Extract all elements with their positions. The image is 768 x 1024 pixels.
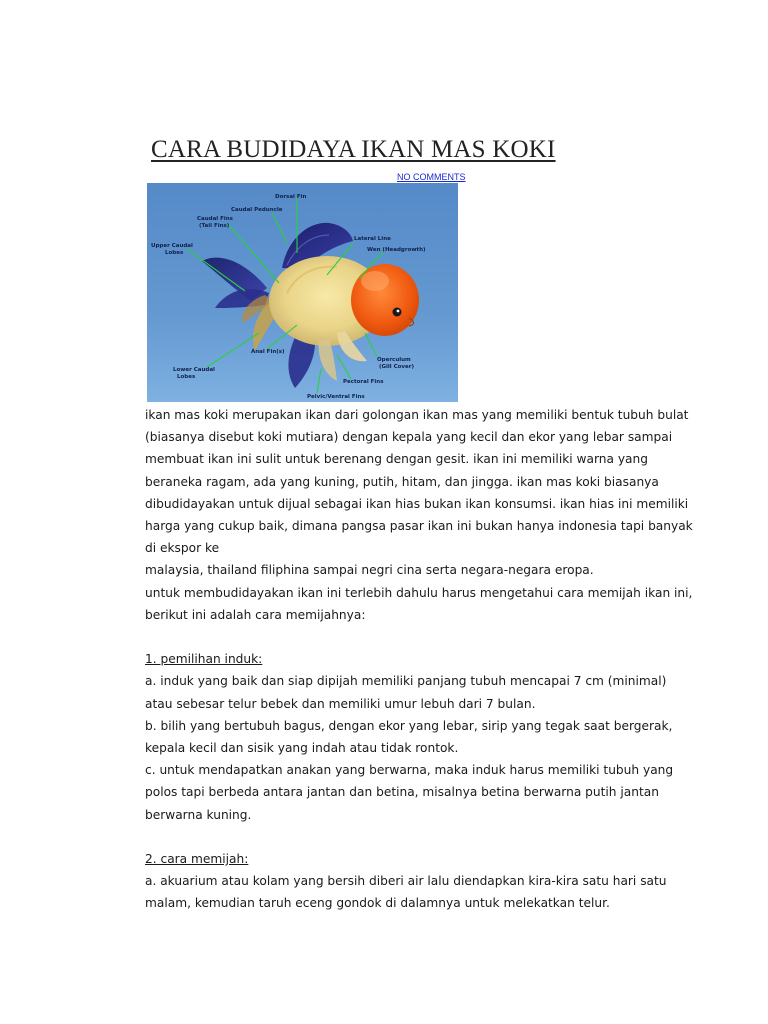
label-lateral-line: Lateral Line [354,236,391,242]
list-item: a. induk yang baik dan siap dipijah memiliki panjang tubuh mencapai 7 cm (minimal) [145,674,667,689]
goldfish-anatomy-figure [147,183,458,402]
label-upper-caudal-sub: Lobes [165,250,184,256]
section-heading-pemilihan-induk: 1. pemilihan induk: [145,652,263,667]
label-operculum-sub: (Gill Cover) [379,364,414,370]
label-caudal-fins: Caudal Fins [197,216,233,222]
list-item: atau sebesar telur bebek dan memiliki umur lebuh dari 7 bulan. [145,696,536,711]
list-item: berwarna kuning. [145,807,252,822]
list-item: a. akuarium atau kolam yang bersih diberi air lalu diendapkan kira-kira satu hari satu [145,874,667,889]
list-item: polos tapi berbeda antara jantan dan betina, misalnya betina berwarna putih jantan [145,785,659,800]
paragraph-line: membuat ikan ini sulit untuk berenang dengan gesit. ikan ini memiliki warna yang [145,452,648,467]
label-caudal-fins-sub: (Tail Fins) [199,223,230,229]
paragraph-line: untuk membudidayakan ikan ini terlebih dahulu harus mengetahui cara memijah ikan ini, [145,585,693,600]
list-item: kepala kecil dan sisik yang indah atau tidak rontok. [145,741,459,756]
list-item: b. bilih yang bertubuh bagus, dengan ekor yang lebar, sirip yang tegak saat bergerak, [145,718,673,733]
paragraph-line: (biasanya disebut koki mutiara) dengan kepala yang kecil dan ekor yang lebar sampai [145,430,673,445]
label-anal-fin: Anal Fin(s) [251,349,285,355]
paragraph-line: malaysia, thailand filiphina sampai negri cina serta negara-negara eropa. [145,563,594,578]
label-operculum: Operculum [377,357,411,363]
paragraph-line: dibudidayakan untuk dijual sebagai ikan hias bukan ikan konsumsi. ikan hias ini memiliki [145,496,689,511]
no-comments-link[interactable]: NO COMMENTS [397,172,466,182]
paragraph-line: harga yang cukup baik, dimana pangsa pasar ikan ini bukan hanya indonesia tapi banyak [145,519,693,534]
label-pelvic: Pelvic/Ventral Fins [307,394,365,400]
label-caudal-peduncle: Caudal Peduncle [231,207,283,213]
label-lower-caudal-sub: Lobes [177,374,196,380]
list-item: malam, kemudian taruh eceng gondok di dalamnya untuk melekatkan telur. [145,896,610,911]
paragraph-line: di ekspor ke [145,541,220,556]
paragraph-line: berikut ini adalah cara memijahnya: [145,607,366,622]
list-item: c. untuk mendapatkan anakan yang berwarna, maka induk harus memiliki tubuh yang [145,763,674,778]
paragraph-line: beraneka ragam, ada yang kuning, putih, hitam, dan jingga. ikan mas koki biasanya [145,474,659,489]
label-pectoral: Pectoral Fins [343,379,384,385]
article-title: CARA BUDIDAYA IKAN MAS KOKI [151,136,556,163]
label-dorsal-fin: Dorsal Fin [275,194,307,200]
label-wen: Wen (Headgrowth) [367,247,426,253]
article-body [145,404,693,915]
section-heading-cara-memijah: 2. cara memijah: [145,852,249,867]
paragraph-line: ikan mas koki merupakan ikan dari golongan ikan mas yang memiliki bentuk tubuh bulat [145,408,689,422]
label-upper-caudal: Upper Caudal [151,243,193,249]
label-lower-caudal: Lower Caudal [173,367,215,373]
